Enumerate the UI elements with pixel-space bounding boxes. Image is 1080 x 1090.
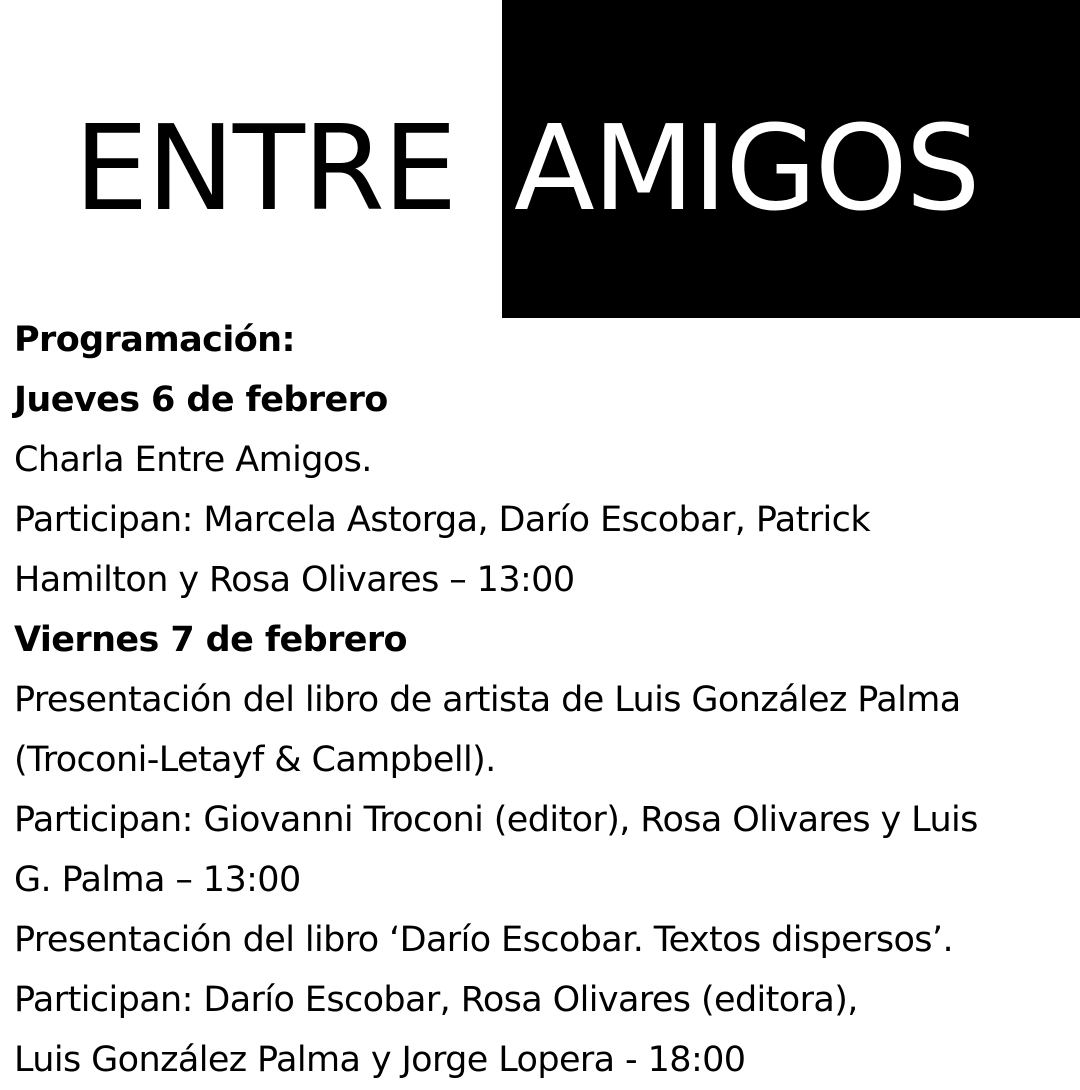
event-line: Presentación del libro de artista de Luis González Palma bbox=[14, 680, 961, 720]
program-list bbox=[14, 310, 1074, 1090]
event-line: Presentación del libro ‘Darío Escobar. Textos dispersos’. bbox=[14, 920, 953, 960]
title-word-entre: ENTRE bbox=[74, 99, 456, 237]
program-heading: Programación: bbox=[14, 320, 295, 360]
event-line: Hamilton y Rosa Olivares – 13:00 bbox=[14, 560, 575, 600]
event-line: (Troconi-Letayf & Campbell). bbox=[14, 740, 496, 780]
event-line: Charla Entre Amigos. bbox=[14, 440, 372, 480]
day-date-friday: Viernes 7 de febrero bbox=[14, 620, 407, 660]
event-line: G. Palma – 13:00 bbox=[14, 860, 301, 900]
title-word-amigos: AMIGOS bbox=[514, 99, 979, 237]
event-line: Participan: Darío Escobar, Rosa Olivares (editora), bbox=[14, 980, 858, 1020]
event-line: Participan: Marcela Astorga, Darío Escobar, Patrick bbox=[14, 500, 870, 540]
event-line: Participan: Giovanni Troconi (editor), Rosa Olivares y Luis bbox=[14, 800, 978, 840]
event-line: Luis González Palma y Jorge Lopera - 18:00 bbox=[14, 1040, 746, 1080]
day-date-thursday: Jueves 6 de febrero bbox=[14, 380, 388, 420]
